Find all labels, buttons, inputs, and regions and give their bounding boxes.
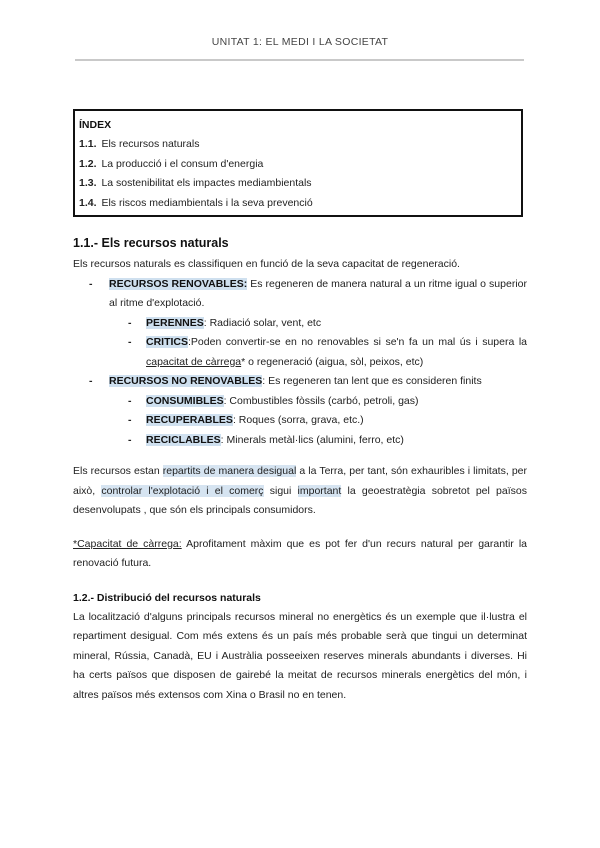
index-item (79, 135, 521, 155)
header-divider (75, 59, 524, 61)
footnote (73, 535, 527, 574)
consumibles-text: : Combustibles fòssils (carbó, petroli, gas) (223, 394, 419, 407)
section-2-heading: 1.2.- Distribució del recursos naturals (73, 591, 261, 604)
index-item-text: La producció i el consum d'energia (101, 157, 264, 170)
index-item-text: La sostenibilitat els impactes mediambientals (101, 177, 312, 189)
distribution-paragraph (73, 462, 527, 521)
section-2-text: La localització d'alguns principals recursos mineral no energètics és un exemple que il·lustra el repartiment desigual. Com més extens és un país més probable serà que tingui un determinat mineral, Rússia, Canadà, EU i Austràlia posseeixen reserves minerals abundants i diverses. Hi ha certs països que disposen de gairebé la meitat de recursos minerals energètics del món, i altres països més extensos com Xina o Brasil no en tenen. (73, 610, 527, 701)
recuperables-text: : Roques (sorra, grava, etc.) (232, 414, 364, 426)
bullet-dash: - (128, 336, 132, 348)
list-item-critics (73, 333, 527, 372)
renovables-text: Es regeneren de manera natural a un ritme igual o superior al ritme d'explotació. (109, 277, 527, 309)
list-item-perennes (73, 314, 527, 334)
index-title: ÍNDEX (79, 119, 112, 131)
highlight-controlar: controlar l'explotació i el comerç (101, 484, 264, 497)
section-1-intro: Els recursos naturals es classifiquen en funció de la seva capacitat de regeneració. (73, 258, 460, 270)
index-item-number: 1.3. (79, 177, 97, 189)
index-item-number: 1.1. (79, 138, 97, 150)
keyword-renovables: RECURSOS RENOVABLES: (109, 277, 248, 290)
critics-text: :Poden convertir-se en no renovables si se'n fa un mal ús i supera la (188, 336, 527, 348)
bullet-dash: - (128, 433, 132, 446)
index-item-number: 1.2. (79, 157, 97, 170)
list-item-no-renovables (73, 372, 527, 392)
list-item-consumibles (73, 392, 527, 412)
paragraph-text: sigui (263, 484, 298, 497)
footnote-term: *Capacitat de càrrega: (73, 537, 182, 550)
bullet-dash: - (128, 316, 132, 329)
perennes-text: : Radiació solar, vent, etc (203, 316, 322, 329)
document-body (73, 234, 527, 705)
list-item-renovables (73, 275, 527, 314)
no-renovables-text: : Es regeneren tan lent que es consideren finits (262, 375, 482, 387)
footnote-text: Aprofitament màxim que es pot fer d'un recurs natural per garantir la renovació futura. (73, 537, 527, 569)
index-item-text: Els recursos naturals (101, 138, 200, 150)
bullet-dash: - (89, 277, 93, 290)
bullet-dash: - (128, 394, 132, 407)
list-item-reciclables (73, 431, 527, 451)
bullet-dash: - (128, 414, 132, 426)
capacitat-link-text: capacitat de càrrega (146, 355, 242, 368)
highlight-important: important (297, 484, 342, 497)
keyword-critics: CRITICS (146, 336, 188, 348)
index-item (79, 155, 521, 175)
keyword-reciclables: RECICLABLES (146, 433, 221, 446)
keyword-consumibles: CONSUMIBLES (146, 394, 224, 407)
index-item-number: 1.4. (79, 196, 97, 209)
list-item-recuperables (73, 411, 527, 431)
highlight-repartits: repartits de manera desigual (162, 465, 297, 477)
index-box (73, 109, 523, 217)
index-item-text: Els riscos mediambientals i la seva prevenció (101, 196, 313, 209)
keyword-recuperables: RECUPERABLES (146, 414, 233, 426)
reciclables-text: : Minerals metàl·lics (alumini, ferro, etc) (220, 433, 404, 446)
paragraph-text: la geoestratègia sobretot pel països desenvolupats , que són els principals consumidors. (73, 484, 527, 516)
keyword-perennes: PERENNES (146, 316, 204, 329)
paragraph-text: Els recursos estan (73, 465, 163, 477)
index-item (79, 174, 521, 194)
bullet-dash: - (89, 375, 93, 387)
index-item (79, 194, 521, 214)
critics-text-end: * o regeneració (aigua, sòl, peixos, etc) (241, 355, 424, 368)
keyword-no-renovables: RECURSOS NO RENOVABLES (109, 375, 263, 387)
paragraph-text: a la Terra, per tant, són exhauribles i limitats, per això, (73, 465, 527, 497)
page-header: UNITAT 1: EL MEDI I LA SOCIETAT (211, 36, 389, 48)
section-1-heading: 1.1.- Els recursos naturals (73, 236, 229, 250)
